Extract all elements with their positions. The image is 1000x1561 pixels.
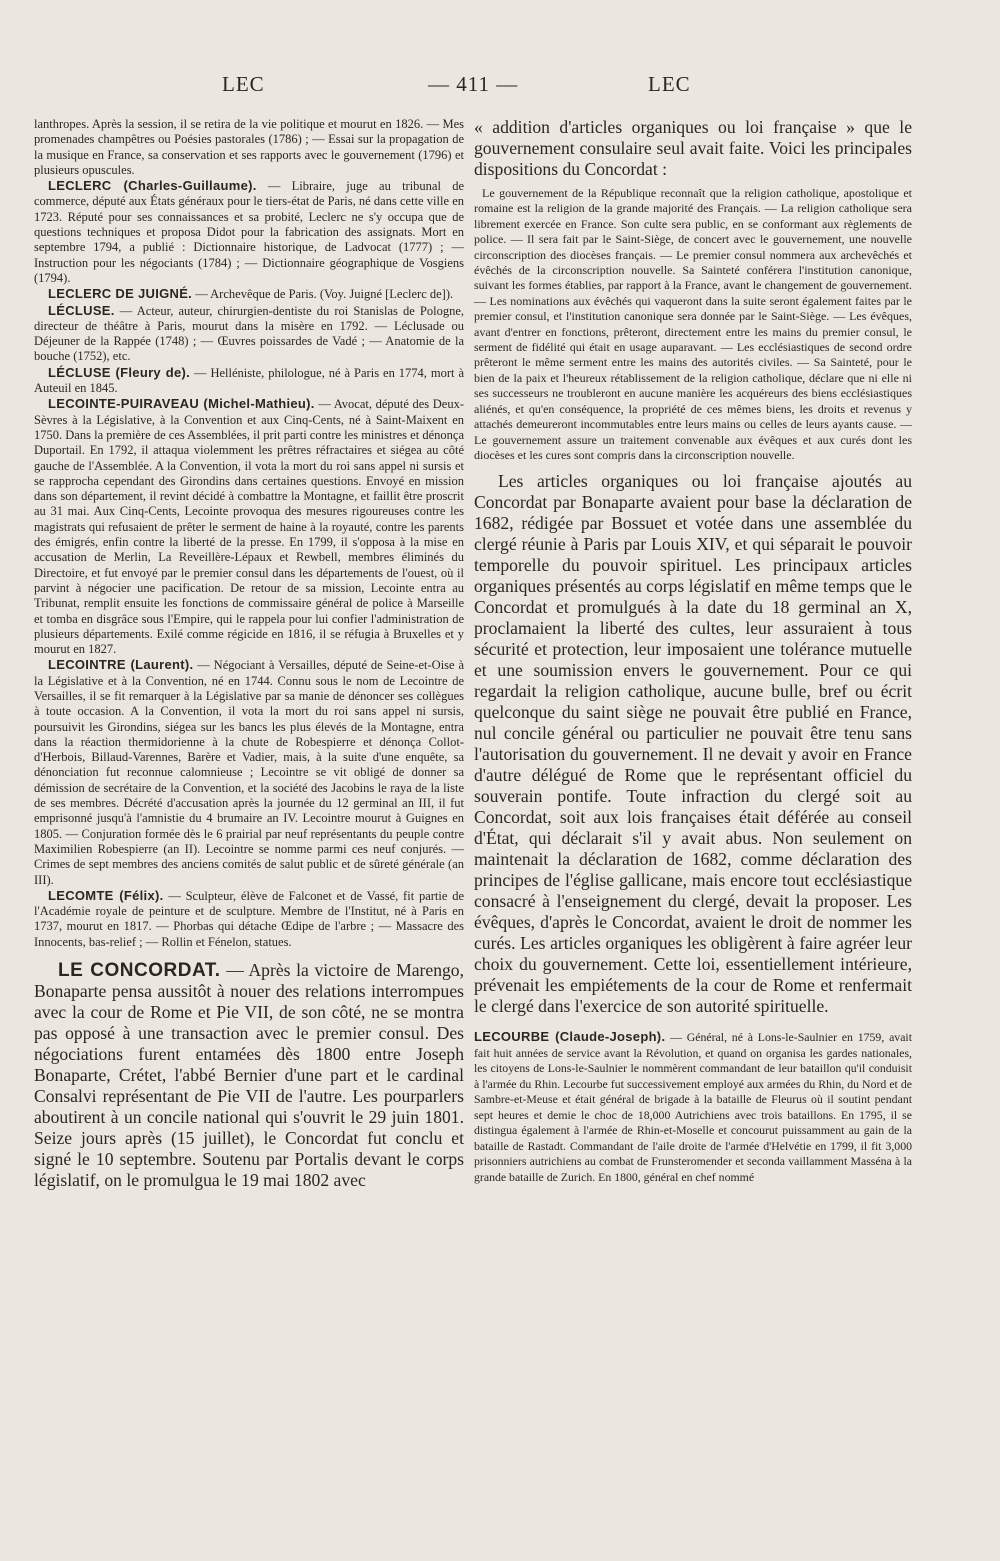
entry-headword: LECLERC DE JUIGNÉ. (48, 286, 193, 302)
header-right-headword: LEC (648, 72, 691, 96)
entry-headword: LECOMTE (Félix). (48, 887, 164, 903)
entry-philanthropes (34, 117, 464, 178)
left-column (34, 117, 464, 1191)
concordat-quoted-provisions: Le gouvernement de la République reconnaît que la religion catholique, apostolique et romaine est la religion de la grande majorité des Français. — La religion catholique sera librement exercée en France. Son culte sera public, en se conformant aux règlements de police. — Il sera fait par le Saint-Siège, de concert avec le gouvernement, une nouvelle circonscription des diocèses français. — Le premier consul nommera aux archevêchés et évêchés de la circonscription nouvelle. Sa Sainteté conférera l'institution canonique, suivant les formes établies, par rapport à la France, avant le changement de gouvernement. — Les nominations aux évêchés qui vaqueront dans la suite seront également faites par le premier consul, et l'institution canonique sera donnée par le Saint-Siège. — Les évêques, avant d'entrer en fonctions, prêteront, directement entre les mains du premier consul, le serment de fidélité qui était en usage auparavant. — Les ecclésiastiques de second ordre prêteront le même serment entre les mains des autorités civiles. — Sa Sainteté, pour le bien de la paix et l'heureux rétablissement de la religion catholique, déclare que ni elle ni ses successeurs ne troubleront en aucune manière les acquéreurs des biens ecclésiastiques aliénés, et qu'en conséquence, la propriété de ces mêmes biens, les droits et revenus y attachés demeureront incommutables entre leurs mains ou celles de leurs ayants cause. — Le gouvernement assure un traitement convenable aux évêques et aux curés dont les diocèses et les cures sont compris dans la circonscription nouvelle. (474, 186, 912, 462)
entry-lecourbe (474, 1029, 912, 1185)
entry-lecluse (34, 303, 464, 365)
page-number: — 411 — (428, 72, 519, 96)
entry-headword: LECOINTRE (Laurent). (48, 657, 194, 673)
entry-text: — Helléniste, philologue, né à Paris en 1774, mort à Auteuil en 1845. (34, 365, 464, 396)
entry-lecluse-fleury (34, 365, 464, 397)
entry-leclerc-charles (34, 178, 464, 286)
entry-text: — Archevêque de Paris. (Voy. Juigné [Leclerc de]). (192, 287, 454, 302)
entry-lecomte (34, 888, 464, 950)
entry-text: — Libraire, juge au tribunal de commerce, député aux États généraux pour le tiers-état de Paris, né dans cette ville en 1723. Réputé pour ses connaissances et sa probité, Leclerc ne s'y occupa que de questions techniques et proposa Didot pour la fabrication des assignats. Mort en septembre 1794, a publié : Dictionnaire historique, de Ladvocat (1777) ; — Instruction pour les négociants (1784) ; — Dictionnaire géographique de Vosgiens (1794). (34, 179, 464, 285)
header-left-headword: LEC (222, 72, 265, 96)
entry-text: — Général, né à Lons-le-Saulnier en 1759, avait fait huit années de service avant la Révolution, et quand on organisa les gardes nationales, les citoyens de Lons-le-Saulnier le nommèrent commandant de leur bataillon qu'il conduisit à l'armée du Rhin. Lecourbe fut successivement employé aux armées du Rhin, du Nord et de Sambre-et-Meuse et était général de brigade à la bataille de Fleurus où il soutint pendant sept heures et demie le choc de 18,000 Autrichiens avec trois bataillons. En 1795, il se distingua également à l'armée de Rhin-et-Moselle et concourut puissamment au gain de la bataille de Rastadt. Commandant de l'aile droite de l'armée d'Helvétie en 1799, il fit 3,000 prisonniers autrichiens au combat de Frunsteromender et seconda vaillamment Masséna à la grande bataille de Zurich. En 1800, général en chef nommé (474, 1030, 912, 1184)
entry-text: — Après la victoire de Marengo, Bonaparte pensa aussitôt à nouer des relations interrompues avec la cour de Rome et Pie VII, de son côté, ne se montra pas opposé à une transaction avec le premier consul. Des négociations furent entamées dès 1800 entre Joseph Bonaparte, Crétet, l'abbé Bernier d'une part et le cardinal Consalvi représentant de Pie VII de l'autre. Les pourparlers aboutirent à un concile national qui s'ouvrit le 29 juin 1801. Seize jours après (15 juillet), le Concordat fut conclu et signé le 10 septembre. Soutenu par Portalis devant le corps législatif, on le promulgua le 19 mai 1802 avec (34, 960, 464, 1191)
right-column (474, 117, 912, 1185)
entry-headword: LECOURBE (Claude-Joseph). (474, 1029, 666, 1045)
entry-text: — Négociant à Versailles, député de Seine-et-Oise à la Législative et à la Convention, né en 1744. Connu sous le nom de Lecointre de Versailles, il se fit remarquer à la Législative par sa manie de dénoncer ses collègues à toute occasion. A la Convention, il vota la mort du roi sans appel ni sursis, poursuivit les Girondins, siégea sur les bancs les plus élevés de la Montagne, entra dans la réaction thermidorienne à la chute de Robespierre et dénonça Collot-d'Herbois, Billaud-Varennes, Barère et Vadier, mais, à la suite d'une enquête, sa dénonciation fut reconnue calomnieuse ; Lecointre se vit obligé de donner sa démission de secrétaire de la Convention, et la société des Jacobins le raya de la liste de ses membres. Décrété d'accusation après la journée du 12 germinal an III, il fut emprisonné jusqu'à l'amnistie du 4 brumaire an IV. Lecointre mourut à Guignes en 1805. — Conjuration formée dès le 6 prairial par neuf représentants du peuple contre Maximilien Robespierre (an II). Lecointre se nomme parmi ces neuf conjurés. — Crimes de sept membres des anciens comités de salut public et de sûreté générale (an III). (34, 658, 464, 887)
entry-lecointre (34, 657, 464, 887)
entry-leclerc-juigne (34, 286, 464, 302)
concordat-continuation: « addition d'articles organiques ou loi française » que le gouvernement consulaire seul avait faite. Voici les principales dispositions du Concordat : (474, 117, 912, 179)
entry-headword: LECOINTE-PUIRAVEAU (Michel-Mathieu). (48, 396, 315, 412)
entry-text: — Acteur, auteur, chirurgien-dentiste du roi Stanislas de Pologne, directeur de théâtre à Paris, mourut dans la misère en 1792. — Léclusade ou Déjeuner de la Rappée (1748) ; — Œuvres poissardes de Vadé ; — Anatomie de la bouche (1752), etc. (34, 303, 464, 364)
running-head (0, 72, 1000, 106)
entry-text: lanthropes. Après la session, il se retira de la vie politique et mourut en 1826. — Mes promenades champêtres ou Poésies pastorales (1786) ; — Essai sur la propagation de la musique en France, sa conservation et ses rapports avec le gouvernement (1796) et plusieurs opuscules. (34, 117, 464, 177)
entry-headword: LÉCLUSE (Fleury de). (48, 364, 191, 380)
entry-headword: LECLERC (Charles-Guillaume). (48, 178, 257, 194)
entry-text: — Avocat, député des Deux-Sèvres à la Législative, à la Convention et aux Cinq-Cents, né à Saint-Maixent en 1750. Dans la première de ces Assemblées, il prit parti contre les ministres et dénonça Duportail. En 1792, il attaqua violemment les prêtres réfractaires et siégea au côté gauche de l'Assemblée. A la Convention, il vota la mort du roi sans appel ni sursis et se rapprocha cependant des Girondins dans certaines questions. Envoyé en mission dans son département, il revint décidé à combattre la Montagne, et faillit être proscrit au 31 mai. Aux Cinq-Cents, Lecointe provoqua des mesures rigoureuses contre les magistrats qui refusaient de prêter le serment de haine à la royauté, contre les parents des émigrés, enfin contre la liberté de la presse. En 1799, il s'opposa à la mise en accusation de Merlin, La Reveillère-Lépaux et Rewbell, membres éliminés du Directoire, et fut envoyé par le premier consul dans les départements de l'ouest, où il parvint à négocier une pacification. De retour de sa mission, Lecointe entra au Tribunat, remplit ensuite les fonctions de commissaire général de police à Marseille et tomba en disgrâce sous l'Empire, qui le rappela pour lui confier l'administration de plusieurs départements. Exilé comme régicide en 1816, il se réfugia à Bruxelles et y mourut en 1827. (34, 397, 464, 657)
entry-text: — Sculpteur, élève de Falconet et de Vassé, fit partie de l'Académie royale de peinture et de sculpture. Membre de l'Institut, né à Paris en 1737, mourut en 1817. — Phorbas qui détache Œdipe de l'arbre ; — Massacre des Innocents, bas-relief ; — Rollin et Fénelon, statues. (34, 888, 464, 949)
entry-le-concordat (34, 960, 464, 1191)
organic-articles-paragraph: Les articles organiques ou loi française ajoutés au Concordat par Bonaparte avaient pour base la déclaration de 1682, rédigée par Bossuet et votée dans une assemblée du clergé réunie à Paris par Louis XIV, et qui séparait le pouvoir temporelle du pouvoir spirituel. Les principaux articles organiques présentés au corps législatif en même temps que le Concordat et promulgués à la date du 18 germinal an X, proclamaient la liberté des cultes, leur assuraient à tous sécurité et protection, leur imposaient une tolérance mutuelle et une soumission envers le gouvernement. Pour ce qui regardait la religion catholique, aucune bulle, bref ou écrit quelconque du saint siège ne pouvait être publié en France, nul concile général ou particulier ne pouvait être tenu sans l'autorisation du gouvernement. Il ne devait y avoir en France d'autre délégué de Rome que le représentant officiel du souverain pontife. Toute infraction du clergé soit au Concordat, soit aux lois françaises était déférée au conseil d'État, qui déclarait s'il y avait abus. Non seulement on maintenait la déclaration de 1682, comme déclaration des principes de l'église gallicane, mais encore tout ecclésiastique consacré à l'enseignement du clergé, devait la proposer. Les évêques, d'après le Concordat, avaient le droit de nommer les curés. Les articles organiques les obligèrent à faire agréer leur choix du gouvernement. Cette loi, essentiellement intérieure, prévenait les empiétements de la cour de Rome et renfermait le clergé dans l'exercice de son autorité spirituelle. (474, 471, 912, 1017)
entry-headword: LE CONCORDAT. (58, 960, 221, 982)
entry-lecointe-puiraveau (34, 396, 464, 657)
entry-headword: LÉCLUSE. (48, 302, 115, 318)
